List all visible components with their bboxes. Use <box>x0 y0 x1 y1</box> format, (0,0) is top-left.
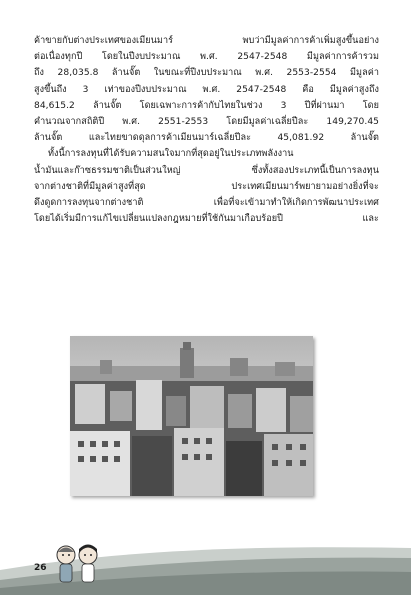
text-line: ล้านจั๊ต และไทยขาดดุลการค้าเมียนมาร์เฉลี่ยปีละ 45,081.92 ล้านจั๊ต <box>34 133 379 144</box>
text-line: ดึงดูดการลงทุนจากต่างชาติ เพื่อที่จะเข้ามาทำให้เกิดการพัฒนาประเทศ <box>34 198 379 209</box>
text-line: ถึง 28,035.8 ล้านจั๊ต ในขณะที่ปีงบประมาณ พ.ศ. 2553-2554 มีมูลค่า <box>34 68 379 79</box>
text-line: จากต่างชาติที่มีมูลค่าสูงที่สุด ประเทศเมียนมาร์พยายามอย่างยิ่งที่จะ <box>34 181 379 192</box>
text-line: คำนวณจากสถิติปี พ.ศ. 2551-2553 โดยมีมูลค่าเฉลี่ยปีละ 149,270.45 <box>34 117 379 128</box>
text-line: โดยได้เริ่มมีการแก้ไขเปลี่ยนแปลงกฎหมายที่ใช้กันมาเกือบร้อยปี และ <box>34 214 379 225</box>
text-line: ค้าขายกับต่างประเทศของเมียนมาร์ พบว่ามีมูลค่าการค้าเพิ่มสูงขึ้นอย่าง <box>34 36 379 46</box>
page-number: 26 <box>34 563 47 573</box>
text-line: ต่อเนื่องทุกปี โดยในปีงบประมาณ พ.ศ. 2547-2548 มีมูลค่าการค้ารวม <box>34 52 379 63</box>
paragraph-2 <box>34 146 379 227</box>
text-line: 84,615.2 ล้านจั๊ต โดยเฉพาะการค้ากับไทยในช่วง 3 ปีที่ผ่านมา โดย <box>34 100 379 111</box>
text-line: ทั้งนี้การลงทุนที่ได้รับความสนใจมากที่สุดอยู่ในประเภทพลังงาน <box>48 149 294 160</box>
text-line: สูงขึ้นถึง 3 เท่าของปีงบประมาณ พ.ศ. 2547-2548 คือ มีมูลค่าสูงถึง <box>34 84 379 95</box>
body-text <box>34 33 379 227</box>
text-line: น้ำมันและก๊าซธรรมชาติเป็นส่วนใหญ่ ซึ่งทั้งสองประเภทนี้เป็นการลงทุน <box>34 165 379 176</box>
paragraph-1 <box>34 33 379 146</box>
city-skyline-photo <box>70 336 313 496</box>
mascot-figures <box>52 543 104 589</box>
